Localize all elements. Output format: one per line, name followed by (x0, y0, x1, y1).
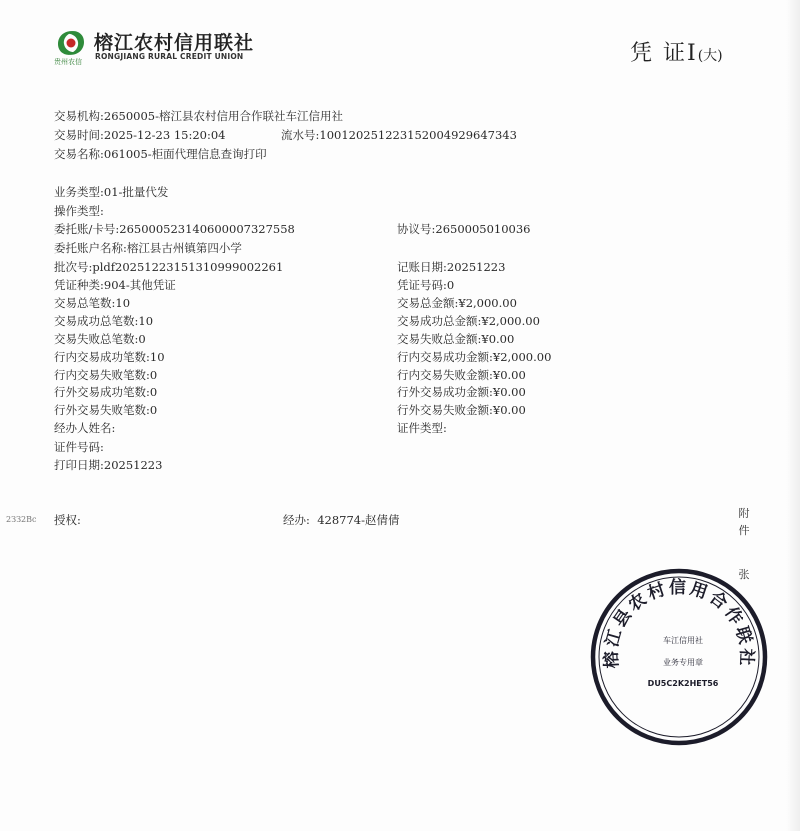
seal-inner-ring (599, 577, 759, 737)
print-date-row (54, 458, 162, 472)
org-value: 2650005-榕江县农村信用合作联社车江信用社 (103, 109, 343, 123)
account-name-value: 榕江县古州镇第四小学 (126, 241, 242, 255)
id-no-row (54, 440, 104, 454)
voucher-title-text: 凭 证 (630, 41, 687, 66)
voucher-no-row (397, 278, 454, 292)
fail-count-row (54, 332, 146, 346)
agreement-value: 2650005010036 (435, 222, 531, 236)
attachment-char-2: 件 (738, 524, 750, 537)
success-amount-value: ¥2,000.00 (481, 314, 540, 328)
success-count-label: 交易成功总笔数: (54, 314, 139, 328)
seal-ring-text: 榕江县农村信用合作联社 (601, 578, 757, 669)
op-type-row (54, 204, 104, 218)
print-date-value: 20251223 (103, 458, 163, 472)
serial-label: 流水号: (281, 128, 320, 142)
voucher-kind-label: 凭证种类: (54, 278, 104, 292)
time-value: 2025-12-23 15:20:04 (103, 128, 226, 142)
out-fail-amount-value: ¥0.00 (492, 403, 526, 417)
fail-amount-value: ¥0.00 (481, 332, 515, 346)
in-fail-count-row (54, 368, 157, 382)
fail-amount-label: 交易失败总金额: (397, 332, 482, 346)
out-success-amount-row (397, 385, 526, 399)
voucher-no-value: 0 (446, 278, 455, 292)
in-fail-count-label: 行内交易失败笔数: (54, 368, 150, 382)
edge-code: 2ЗЗ2Bc (6, 515, 37, 524)
out-fail-amount-label: 行外交易失败金额: (397, 403, 493, 417)
account-name-row (54, 241, 242, 255)
booking-date-value: 20251223 (446, 260, 506, 274)
fail-count-value: 0 (138, 332, 146, 346)
authorize-row (54, 513, 81, 527)
id-type-label: 证件类型: (397, 421, 447, 435)
voucher-kind-row (54, 278, 176, 292)
total-count-value: 10 (115, 296, 131, 310)
fail-count-label: 交易失败总笔数: (54, 332, 139, 346)
voucher-kind-value: 904-其他凭证 (103, 278, 176, 292)
page-edge-shadow (786, 0, 800, 831)
out-success-amount-label: 行外交易成功金额: (397, 385, 493, 399)
trans-name-value: 061005-柜面代理信息查询打印 (103, 147, 267, 161)
voucher-title-roman: I (687, 41, 698, 66)
bank-name-cn: 榕江农村信用联社 (94, 32, 255, 54)
out-fail-count-row (54, 403, 157, 417)
time-label: 交易时间: (54, 128, 104, 142)
biz-type-value: 01-批量代发 (103, 185, 169, 199)
bank-logo (54, 26, 294, 68)
total-count-row (54, 296, 130, 310)
in-success-amount-label: 行内交易成功金额: (397, 350, 493, 364)
serial-row (281, 128, 517, 142)
biz-type-label: 业务类型: (54, 185, 104, 199)
voucher-title (630, 36, 723, 67)
in-fail-count-value: 0 (149, 368, 158, 382)
account-value: 2650005231406000073275​58 (119, 222, 295, 236)
trans-name-label: 交易名称: (54, 147, 104, 161)
voucher-title-size: (大) (697, 48, 723, 64)
fail-amount-row (397, 332, 514, 346)
attachment-char-1: 附 (738, 507, 750, 520)
account-label: 委托账/卡号: (54, 222, 120, 236)
seal-branch: 车江信用社 (663, 636, 703, 645)
total-count-label: 交易总笔数: (54, 296, 116, 310)
attachment-count-label: 张 (738, 568, 750, 581)
in-success-count-row (54, 350, 165, 364)
time-row (54, 128, 225, 142)
agreement-row (397, 222, 531, 236)
op-type-label: 操作类型: (54, 204, 104, 218)
batch-value: pldf20251223151310999002261 (92, 260, 284, 274)
in-fail-amount-label: 行内交易失败金额: (397, 368, 493, 382)
attachment-label (737, 505, 751, 539)
in-success-amount-row (397, 350, 551, 364)
booking-date-row (397, 260, 505, 274)
in-success-amount-value: ¥2,000.00 (492, 350, 552, 364)
out-fail-count-value: 0 (149, 403, 158, 417)
handler-value: 428774-赵倩倩 (317, 513, 400, 527)
account-row (54, 222, 295, 236)
success-amount-label: 交易成功总金额: (397, 314, 482, 328)
agent-name-row (54, 421, 115, 435)
success-amount-row (397, 314, 540, 328)
trans-name-row (54, 147, 267, 161)
in-success-count-value: 10 (149, 350, 165, 364)
org-label: 交易机构: (54, 109, 104, 123)
id-type-row (397, 421, 447, 435)
bank-name-en: RONGJIANG RURAL CREDIT UNION (95, 52, 244, 61)
in-fail-amount-value: ¥0.00 (492, 368, 526, 382)
success-count-row (54, 314, 153, 328)
seal-purpose: 业务专用章 (663, 658, 703, 667)
org-row (54, 109, 343, 123)
voucher-no-label: 凭证号码: (397, 278, 447, 292)
out-fail-count-label: 行外交易失败笔数: (54, 403, 150, 417)
total-amount-value: ¥2,000.00 (458, 296, 517, 310)
out-success-amount-value: ¥0.00 (492, 385, 526, 399)
booking-date-label: 记账日期: (397, 260, 447, 274)
agent-name-label: 经办人姓名: (54, 421, 116, 435)
handler-row (283, 513, 399, 527)
success-count-value: 10 (138, 314, 154, 328)
print-date-label: 打印日期: (54, 458, 104, 472)
biz-type-row (54, 185, 168, 199)
out-fail-amount-row (397, 403, 526, 417)
official-seal (587, 565, 771, 749)
out-success-count-label: 行外交易成功笔数: (54, 385, 150, 399)
out-success-count-value: 0 (149, 385, 158, 399)
logo-caption: 贵州农信 (54, 58, 82, 66)
in-fail-amount-row (397, 368, 526, 382)
id-no-label: 证件号码: (54, 440, 104, 454)
batch-label: 批次号: (54, 260, 93, 274)
seal-code: DU5C2K2HET56 (647, 679, 719, 688)
total-amount-label: 交易总金额: (397, 296, 459, 310)
batch-row (54, 260, 283, 274)
in-success-count-label: 行内交易成功笔数: (54, 350, 150, 364)
serial-value: 1001202512231520049296473​43 (319, 128, 517, 142)
total-amount-row (397, 296, 517, 310)
authorize-label: 授权: (54, 513, 81, 527)
handler-label: 经办: (283, 513, 310, 527)
agreement-label: 协议号: (397, 222, 436, 236)
out-success-count-row (54, 385, 157, 399)
account-name-label: 委托账户名称: (54, 241, 127, 255)
